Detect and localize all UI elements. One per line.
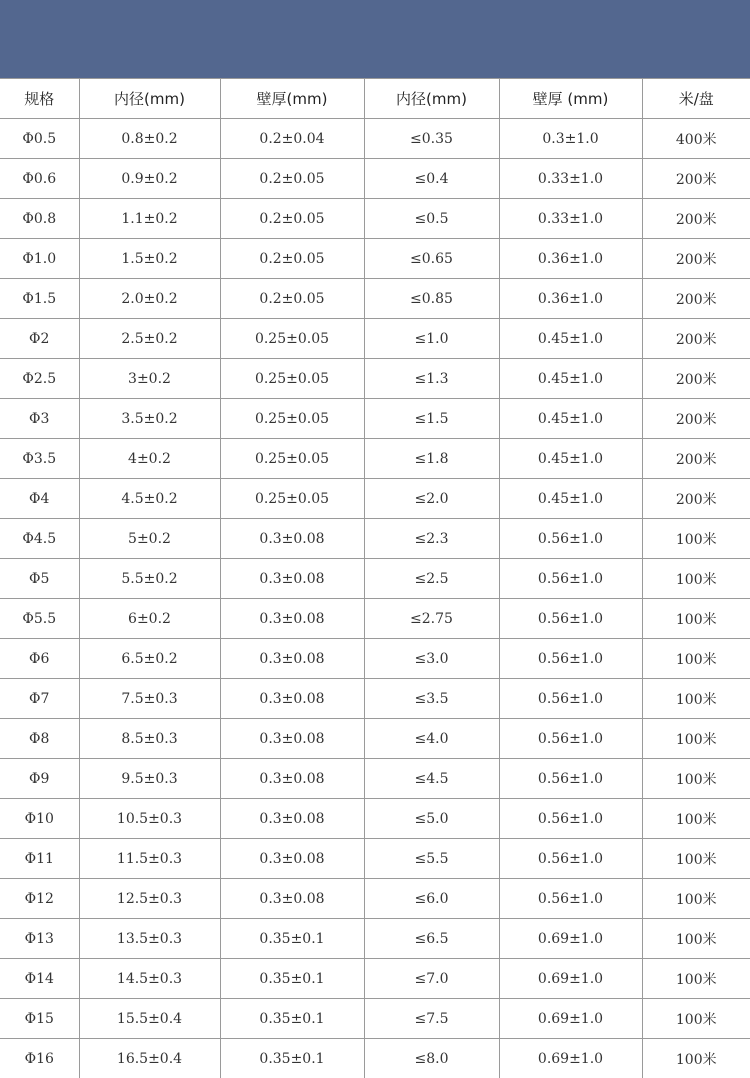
wall-thickness-cell: 0.35±0.1 [220,999,364,1039]
meters-per-roll-cell: 200米 [642,199,750,239]
spec-cell: Φ1.5 [0,279,79,319]
wall-thickness-cell: 0.25±0.05 [220,479,364,519]
spec-cell: Φ12 [0,879,79,919]
wall-thickness-alt-cell: 0.56±1.0 [499,759,642,799]
wall-thickness-cell: 0.2±0.05 [220,159,364,199]
wall-thickness-alt-cell: 0.36±1.0 [499,279,642,319]
table-header [0,79,750,119]
spec-cell: Φ11 [0,839,79,879]
meters-per-roll-cell: 200米 [642,319,750,359]
wall-thickness-cell: 0.35±0.1 [220,959,364,999]
table-row [0,359,750,399]
spec-cell: Φ14 [0,959,79,999]
spec-cell: Φ0.8 [0,199,79,239]
wall-thickness-alt-cell: 0.36±1.0 [499,239,642,279]
table-body [0,119,750,1078]
inner-diameter-cell: 15.5±0.4 [79,999,220,1039]
spec-cell: Φ4 [0,479,79,519]
meters-per-roll-cell: 100米 [642,599,750,639]
table-row [0,199,750,239]
meters-per-roll-cell: 100米 [642,839,750,879]
spec-cell: Φ5 [0,559,79,599]
inner-diameter-max-cell: ≤8.0 [364,1039,499,1078]
meters-per-roll-cell: 200米 [642,159,750,199]
inner-diameter-cell: 1.1±0.2 [79,199,220,239]
spec-cell: Φ3 [0,399,79,439]
spec-cell: Φ2.5 [0,359,79,399]
wall-thickness-alt-cell: 0.45±1.0 [499,439,642,479]
wall-thickness-alt-cell: 0.45±1.0 [499,319,642,359]
inner-diameter-cell: 2.0±0.2 [79,279,220,319]
table-row [0,439,750,479]
table-row [0,479,750,519]
table-row [0,519,750,559]
meters-per-roll-cell: 200米 [642,239,750,279]
wall-thickness-alt-cell: 0.56±1.0 [499,799,642,839]
wall-thickness-cell: 0.35±0.1 [220,919,364,959]
wall-thickness-cell: 0.3±0.08 [220,719,364,759]
inner-diameter-max-cell: ≤0.65 [364,239,499,279]
inner-diameter-max-cell: ≤7.5 [364,999,499,1039]
meters-per-roll-cell: 200米 [642,399,750,439]
table-row [0,759,750,799]
inner-diameter-cell: 8.5±0.3 [79,719,220,759]
inner-diameter-cell: 13.5±0.3 [79,919,220,959]
meters-per-roll-cell: 100米 [642,919,750,959]
inner-diameter-max-cell: ≤2.75 [364,599,499,639]
inner-diameter-max-cell: ≤0.5 [364,199,499,239]
wall-thickness-cell: 0.3±0.08 [220,559,364,599]
inner-diameter-cell: 10.5±0.3 [79,799,220,839]
inner-diameter-cell: 5.5±0.2 [79,559,220,599]
meters-per-roll-cell: 200米 [642,479,750,519]
wall-thickness-alt-cell: 0.56±1.0 [499,879,642,919]
inner-diameter-max-cell: ≤1.5 [364,399,499,439]
wall-thickness-alt-cell: 0.45±1.0 [499,399,642,439]
wall-thickness-alt-cell: 0.56±1.0 [499,599,642,639]
inner-diameter-cell: 0.8±0.2 [79,119,220,159]
wall-thickness-cell: 0.2±0.04 [220,119,364,159]
wall-thickness-alt-cell: 0.56±1.0 [499,839,642,879]
inner-diameter-max-cell: ≤5.0 [364,799,499,839]
wall-thickness-cell: 0.35±0.1 [220,1039,364,1078]
inner-diameter-max-cell: ≤0.85 [364,279,499,319]
table-row [0,799,750,839]
spec-cell: Φ10 [0,799,79,839]
wall-thickness-cell: 0.3±0.08 [220,879,364,919]
header-row [0,79,750,119]
table-row [0,719,750,759]
spec-cell: Φ8 [0,719,79,759]
wall-thickness-alt-cell: 0.33±1.0 [499,159,642,199]
meters-per-roll-cell: 400米 [642,119,750,159]
wall-thickness-alt-cell: 0.69±1.0 [499,959,642,999]
spec-cell: Φ0.5 [0,119,79,159]
meters-per-roll-cell: 100米 [642,879,750,919]
table-row [0,959,750,999]
table-row [0,679,750,719]
inner-diameter-max-cell: ≤1.0 [364,319,499,359]
inner-diameter-max-cell: ≤0.4 [364,159,499,199]
spec-cell: Φ2 [0,319,79,359]
wall-thickness-cell: 0.25±0.05 [220,399,364,439]
wall-thickness-cell: 0.25±0.05 [220,439,364,479]
wall-thickness-alt-cell: 0.69±1.0 [499,1039,642,1078]
table-row [0,119,750,159]
inner-diameter-max-cell: ≤1.8 [364,439,499,479]
inner-diameter-max-cell: ≤5.5 [364,839,499,879]
table-row [0,559,750,599]
spec-cell: Φ15 [0,999,79,1039]
spec-cell: Φ7 [0,679,79,719]
wall-thickness-alt-cell: 0.56±1.0 [499,519,642,559]
inner-diameter-max-cell: ≤0.35 [364,119,499,159]
meters-per-roll-cell: 200米 [642,439,750,479]
table-row [0,399,750,439]
inner-diameter-cell: 12.5±0.3 [79,879,220,919]
column-header-inner-diameter-max: 内径(mm) [364,79,499,119]
spec-table [0,78,750,1078]
inner-diameter-cell: 0.9±0.2 [79,159,220,199]
meters-per-roll-cell: 100米 [642,519,750,559]
spec-cell: Φ4.5 [0,519,79,559]
inner-diameter-cell: 4±0.2 [79,439,220,479]
inner-diameter-max-cell: ≤4.5 [364,759,499,799]
inner-diameter-cell: 16.5±0.4 [79,1039,220,1078]
meters-per-roll-cell: 100米 [642,959,750,999]
inner-diameter-cell: 1.5±0.2 [79,239,220,279]
column-header-spec: 规格 [0,79,79,119]
table-row [0,1039,750,1078]
inner-diameter-max-cell: ≤4.0 [364,719,499,759]
wall-thickness-cell: 0.25±0.05 [220,319,364,359]
wall-thickness-cell: 0.3±0.08 [220,599,364,639]
wall-thickness-cell: 0.2±0.05 [220,199,364,239]
meters-per-roll-cell: 100米 [642,639,750,679]
inner-diameter-cell: 5±0.2 [79,519,220,559]
wall-thickness-cell: 0.3±0.08 [220,639,364,679]
wall-thickness-cell: 0.2±0.05 [220,279,364,319]
inner-diameter-cell: 3±0.2 [79,359,220,399]
inner-diameter-cell: 11.5±0.3 [79,839,220,879]
spec-cell: Φ3.5 [0,439,79,479]
inner-diameter-cell: 6±0.2 [79,599,220,639]
spec-cell: Φ1.0 [0,239,79,279]
inner-diameter-cell: 4.5±0.2 [79,479,220,519]
wall-thickness-alt-cell: 0.56±1.0 [499,639,642,679]
meters-per-roll-cell: 100米 [642,719,750,759]
inner-diameter-cell: 6.5±0.2 [79,639,220,679]
wall-thickness-cell: 0.3±0.08 [220,519,364,559]
table-row [0,159,750,199]
column-header-inner-diameter: 内径(mm) [79,79,220,119]
spec-cell: Φ5.5 [0,599,79,639]
inner-diameter-max-cell: ≤2.5 [364,559,499,599]
inner-diameter-cell: 14.5±0.3 [79,959,220,999]
meters-per-roll-cell: 100米 [642,759,750,799]
table-row [0,919,750,959]
table-row [0,999,750,1039]
table-row [0,639,750,679]
table-row [0,319,750,359]
table-row [0,599,750,639]
wall-thickness-cell: 0.3±0.08 [220,839,364,879]
inner-diameter-max-cell: ≤2.0 [364,479,499,519]
spec-cell: Φ16 [0,1039,79,1078]
wall-thickness-alt-cell: 0.69±1.0 [499,919,642,959]
wall-thickness-alt-cell: 0.3±1.0 [499,119,642,159]
table-row [0,239,750,279]
inner-diameter-max-cell: ≤2.3 [364,519,499,559]
meters-per-roll-cell: 100米 [642,799,750,839]
column-header-wall-thickness-alt: 壁厚 (mm) [499,79,642,119]
wall-thickness-cell: 0.3±0.08 [220,679,364,719]
inner-diameter-max-cell: ≤3.5 [364,679,499,719]
meters-per-roll-cell: 100米 [642,1039,750,1078]
wall-thickness-alt-cell: 0.56±1.0 [499,719,642,759]
wall-thickness-alt-cell: 0.56±1.0 [499,559,642,599]
meters-per-roll-cell: 200米 [642,359,750,399]
wall-thickness-alt-cell: 0.33±1.0 [499,199,642,239]
wall-thickness-cell: 0.25±0.05 [220,359,364,399]
meters-per-roll-cell: 100米 [642,679,750,719]
meters-per-roll-cell: 100米 [642,999,750,1039]
spec-cell: Φ0.6 [0,159,79,199]
header-band [0,0,750,78]
spec-cell: Φ9 [0,759,79,799]
inner-diameter-max-cell: ≤1.3 [364,359,499,399]
inner-diameter-max-cell: ≤6.5 [364,919,499,959]
column-header-meters-per-roll: 米/盘 [642,79,750,119]
inner-diameter-cell: 2.5±0.2 [79,319,220,359]
wall-thickness-alt-cell: 0.69±1.0 [499,999,642,1039]
table-row [0,279,750,319]
wall-thickness-cell: 0.3±0.08 [220,759,364,799]
wall-thickness-cell: 0.3±0.08 [220,799,364,839]
inner-diameter-max-cell: ≤7.0 [364,959,499,999]
inner-diameter-cell: 9.5±0.3 [79,759,220,799]
column-header-wall-thickness: 壁厚(mm) [220,79,364,119]
spec-cell: Φ6 [0,639,79,679]
meters-per-roll-cell: 100米 [642,559,750,599]
inner-diameter-cell: 7.5±0.3 [79,679,220,719]
wall-thickness-alt-cell: 0.56±1.0 [499,679,642,719]
wall-thickness-alt-cell: 0.45±1.0 [499,359,642,399]
meters-per-roll-cell: 200米 [642,279,750,319]
wall-thickness-alt-cell: 0.45±1.0 [499,479,642,519]
wall-thickness-cell: 0.2±0.05 [220,239,364,279]
inner-diameter-max-cell: ≤3.0 [364,639,499,679]
spec-cell: Φ13 [0,919,79,959]
table-row [0,839,750,879]
inner-diameter-max-cell: ≤6.0 [364,879,499,919]
table-row [0,879,750,919]
inner-diameter-cell: 3.5±0.2 [79,399,220,439]
